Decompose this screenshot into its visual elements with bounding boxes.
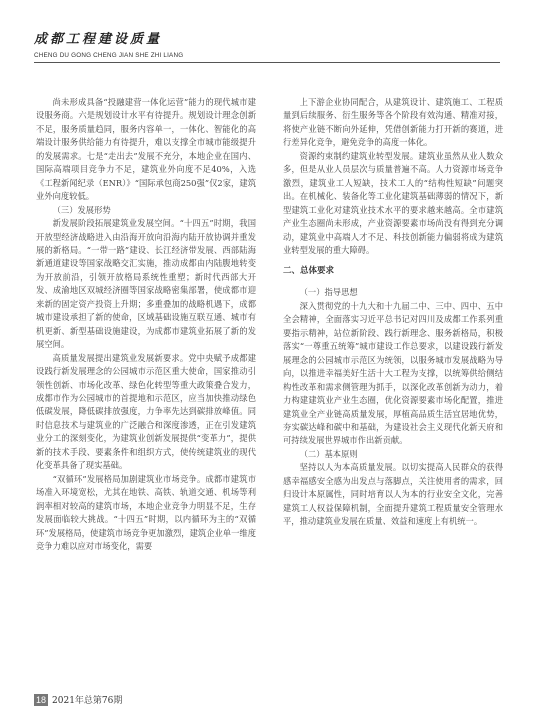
paragraph: 高质量发展提出建筑业发展新要求。党中央赋予成都建设践行新发展理念的公园城市示范区重大使命，国家推动引领性创新、市场化改革、绿色化转型等重大政策叠合发力，成都市作为公园城市的首提地和示范区，应当加快推动绿色低碳发展，降低碳排放强度，力争率先达到碳排放峰值。同时信息技术与建筑业的广泛融合和深度渗透，正在引发建筑业分工的深刻变化，为建筑业创新发展提供“变革力”，提供新的技术手段、要素条件和组织方式，使传统建筑业的现代化变革具备了现实基础。: [36, 352, 256, 471]
section-heading: （三）发展形势: [52, 204, 111, 215]
header-rule: [34, 62, 500, 63]
paragraph: 资源约束制约建筑业转型发展。建筑业虽然从业人数众多，但是从业人员层次与质量普遍不高。人力资源市场竞争激烈，建筑业工人短缺，技术工人的“结构性短缺”问题突出。在机械化、装备化等工业化建筑基础薄弱的情况下，新型建筑工业化对建筑业技术水平的要求越来越高。全市建筑产业生态圈尚未形成，产业资源要素市场尚没有得到充分调动，建筑业中高端人才不足、科技创新能力偏弱将成为建筑业转型发展的重大障碍。: [283, 150, 503, 255]
journal-title-pinyin: CHENG DU GONG CHENG JIAN SHE ZHI LIANG: [34, 52, 184, 59]
page-number: 18: [36, 694, 47, 705]
journal-title: 成都工程建设质量: [34, 32, 163, 47]
paragraph: 深入贯彻党的十九大和十九届二中、三中、四中、五中全会精神，全面落实习近平总书记对四川及成都工作系列重要指示精神，站位新阶段、践行新理念、服务新格局，积极落实“一尊重五统筹”城市建设工作总要求，以建设践行新发展理念的公园城市示范区为统领，以服务城市发展战略为导向，以推进幸福美好生活十大工程为支撑，以统筹供给侧结构性改革和需求侧管理为抓手，以深化改革创新为动力，着力构建建筑业产业生态圈，优化资源要素市场化配置，推进建筑业全产业链高质量发展，厚植高品质生活宜居地优势，夯实碳达峰和碳中和基础，为建设社会主义现代化新天府和可持续发展世界城市作出新贡献。: [283, 300, 503, 446]
masthead: [34, 32, 504, 60]
left-column: [36, 96, 256, 553]
paragraph: 新发展阶段拓展建筑业发展空间。“十四五”时期，我国开放型经济战略进入由沿海开放向沿海内陆开放协调并重发展的新格局。“一带一路”建设、长江经济带发展、西部陆海新通道建设等国家战略交汇实施，推动成都由内陆腹地转变为开放前沿，引领开放格局系统性重塑；新时代西部大开发、成渝地区双城经济圈等国家战略密集部署，使成都市迎来新的固定资产投资上升期；多重叠加的战略机遇下，成都城市建设承担了新的使命，区域基础设施互联互通、城市有机更新、新型基础设施建设，为成都市建筑业拓展了新的发展空间。: [36, 218, 256, 350]
section-heading: 二、总体要求: [283, 266, 335, 277]
section-heading: （二）基本原则: [299, 448, 358, 459]
paragraph: 上下游企业协同配合，从建筑设计、建筑施工、工程质量到后续服务、衍生服务等各个阶段有效沟通、精准对接，将使产业链不断向外延伸，凭借创新能力打开新的赛道，进行差异化竞争，避免竞争的高度一体化。: [283, 97, 503, 148]
issue-label: 2021年总第76期: [52, 696, 123, 706]
page-footer: [34, 693, 122, 706]
paragraph: 坚持以人为本高质量发展。以切实提高人民群众的获得感幸福感安全感为出发点与落脚点，关注使用者的需求，回归设计本原属性，同时培育以人为本的行业安全文化，完善建筑工人权益保障机制，全面提升建筑工程质量安全管理水平，推动建筑业发展在质量、效益和速度上有机统一。: [283, 462, 503, 527]
right-column: [283, 96, 503, 529]
paragraph: 尚未形成具备“投融建营一体化运营”能力的现代城市建设服务商。六是规划设计水平有待提升。规划设计理念创新不足，服务质量趋同，服务内容单一，一体化、智能化的高端设计服务供给能力有待提升，难以支撑全市城市能级提升的发展需求。七是“走出去”发展不充分，本地企业在国内、国际高端项目竞争力不足，建筑业外向度不足40%，入选《工程新闻纪录（ENR）》“国际承包商250强”仅2家，建筑业外向度较低。: [36, 97, 256, 202]
section-heading: （一）指导思想: [299, 287, 358, 298]
paragraph: “双循环”发展格局加剧建筑业市场竞争。成都市建筑市场准入环境宽松，尤其在地铁、高铁、轨道交通、机场等利润率相对较高的建筑市场，本地企业竞争力明显不足，生存发展面临较大挑战。“十四五”时期，以内循环为主的“双循环”发展格局，使建筑市场竞争更加激烈，建筑企业单一维度竞争力难以应对市场变化，需要: [36, 473, 256, 551]
